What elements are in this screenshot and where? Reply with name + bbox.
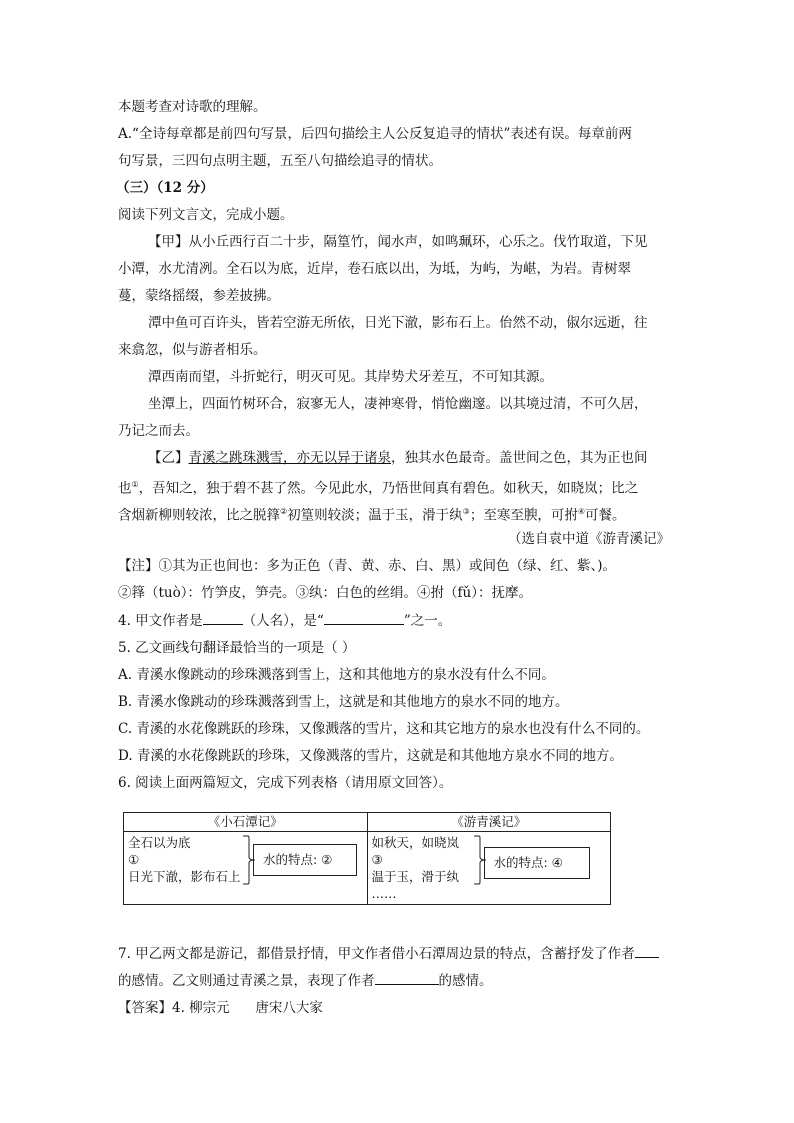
cell-line: 全石以为底 [128,835,191,850]
passage-yi-text: ；至寒至腴，可拊 [469,507,578,524]
answer-text: 4. 柳宗元 唐宋八大家 [172,1000,323,1016]
section-heading: （三）（12 分） [116,180,214,196]
passage-jia-line-5: 来翕忽，似与游者相乐。 [118,342,267,358]
note-line-2: ②箨（tuò）：竹笋皮，笋壳。③纨：白色的丝绢。④拊（fǔ）：抚摩。 [118,585,532,601]
cell-line: 温于玉，滑于纨 [371,869,460,884]
passage-jia-line-4: 潭中鱼可百许头，皆若空游无所依，日光下澈，影布石上。佁然不动，俶尔远逝，往 [148,315,648,331]
table-header-left: 《小石潭记》 [124,813,368,832]
table-cell-right [367,832,611,905]
option-a: A. 青溪水像跳动的珍珠溅落到雪上，这和其他地方的泉水没有什么不同。 [118,667,555,683]
question-5: 5. 乙文画线句翻译最恰当的一项是（ ） [118,640,356,656]
source-citation: （选自袁中道《游青溪记》 [508,531,670,547]
option-d: D. 青溪的水花像跳跃的珍珠，又像溅落的雪片，这就是和其他地方泉水不同的地方。 [118,748,623,764]
cell-line: 如秋天，如晓岚 [371,835,460,850]
passage-yi-text: 初篁则较淡；温于玉，滑于纨 [287,507,463,524]
underlined-sentence: 青溪之跳珠溅雪，亦无以异于诸泉 [188,450,391,466]
question-text: 7. 甲乙两文都是游记，都借景抒情，甲文作者借小石潭周边景的特点，含蓄抒发了作者 [118,946,635,962]
question-7-line-1 [118,944,659,964]
answer-blank[interactable] [324,612,404,625]
answer-line [118,998,323,1018]
cell-line: 日光下澈，影布石上 [128,869,241,884]
instruction: 阅读下列文言文，完成小题。 [118,207,294,223]
question-6: 6. 阅读上面两篇短文，完成下列表格（请用原文回答）。 [118,775,453,791]
note-marker: ① [131,480,139,489]
passage-jia-line-1: 【甲】从小丘西行百二十步，隔篁竹，闻水声，如鸣珮环，心乐之。伐竹取道，下见 [148,234,648,250]
passage-yi-line-2 [118,475,638,499]
question-7-line-2 [118,971,493,991]
answer-slot-3[interactable]: ③ [371,852,383,867]
question-text: （人名），是“ [242,613,324,629]
water-feature-box-right[interactable]: 水的特点: ④ [484,847,590,879]
table-cell-left [124,832,368,905]
passage-yi-line-1 [148,448,648,468]
answer-label: 【答案】 [118,1000,172,1016]
answer-blank[interactable] [635,945,659,958]
passage-yi-line-3 [118,502,626,526]
analysis-line-1: A.“全诗每章都是前四句写景，后四句描绘主人公反复追寻的情状”表述有误。每章前两 [118,126,632,142]
answer-blank[interactable] [375,972,439,985]
question-text: 的感情。 [438,973,493,989]
note-marker: ④ [577,507,586,516]
passage-yi-text: 含烟新柳则较浓，比之脱箨 [118,507,280,524]
passage-jia-line-2: 小潭，水尤清冽。全石以为底，近岸，卷石底以出，为坻，为屿，为嵁，为岩。青树翠 [118,261,631,277]
passage-jia-line-3: 蔓，蒙络摇缀，参差披拂。 [118,288,280,304]
table-header-right: 《游青溪记》 [367,813,611,832]
question-text: ”之一。 [403,613,452,629]
passage-jia-line-7: 坐潭上，四面竹树环合，寂寥无人，凄神寒骨，悄怆幽邃。以其境过清，不可久居， [148,396,648,412]
analysis-line-2: 句写景，三四句点明主题，五至八句描绘追寻的情状。 [118,153,442,169]
passage-jia-line-8: 乃记之而去。 [118,423,199,439]
option-b: B. 青溪水像跳动的珍珠溅落到雪上，这就是和其他地方的泉水不同的地方。 [118,694,569,710]
water-feature-box-left[interactable]: 水的特点: ② [253,844,357,876]
answer-blank[interactable] [203,612,243,625]
passage-yi-text: 可餐。 [585,507,626,524]
option-c: C. 青溪的水花像跳跃的珍珠，又像溅落的雪片，这和其它地方的泉水也没有什么不同的。 [118,721,650,737]
passage-yi-tag: 【乙】 [148,450,189,466]
passage-jia-line-6: 潭西南而望，斗折蛇行，明灭可见。其岸势犬牙差互，不可知其源。 [148,369,553,385]
comparison-table [123,812,611,905]
note-line-1: 【注】①其为正也间也：多为正色（青、黄、赤、白、黑）或间色（绿、红、紫、)。 [118,558,617,574]
question-text: 的感情。乙文则通过青溪之景，表现了作者 [118,973,375,989]
answer-slot-1[interactable]: ① [128,852,140,867]
passage-yi-text: ，独其水色最奇。盖世间之色，其为正也间 [391,450,648,466]
note-marker: ③ [462,507,470,516]
intro-line: 本题考查对诗歌的理解。 [118,99,267,115]
passage-yi-text: 也 [118,480,132,497]
passage-yi-text: ，吾知之，独于碧不甚了然。今见此水，乃悟世间真有碧色。如秋天，如晓岚；比之 [138,480,639,497]
question-text: 4. 甲文作者是 [118,613,203,629]
note-marker: ② [280,507,288,516]
cell-line: …… [371,886,397,901]
question-4 [118,611,451,631]
